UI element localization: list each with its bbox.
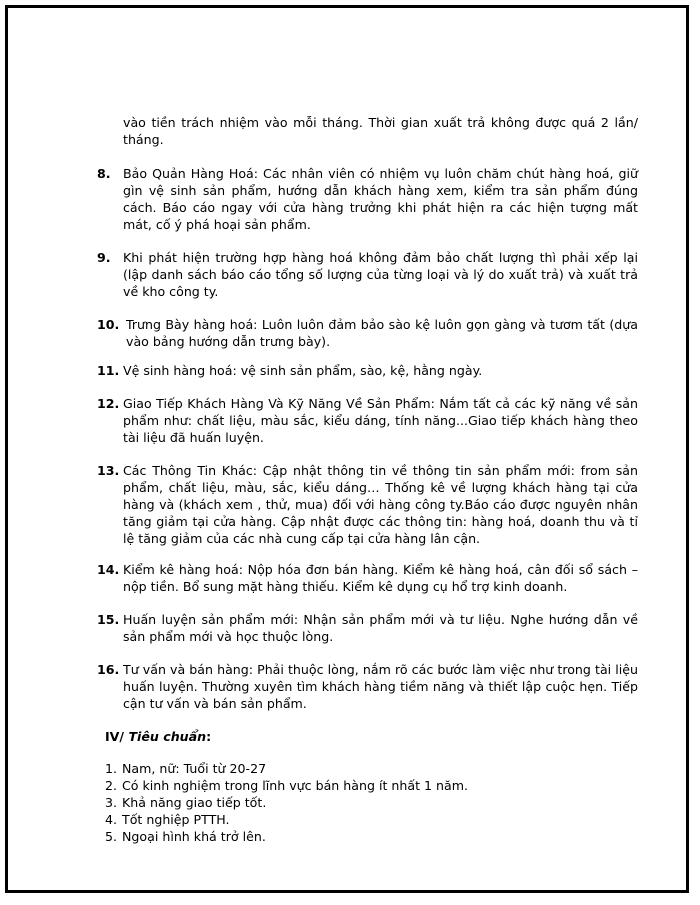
item-number: 12. <box>97 396 120 411</box>
item-number: 13. <box>97 463 120 478</box>
item-number: 14. <box>97 562 120 577</box>
criteria-item <box>105 777 605 794</box>
list-item-14 <box>97 561 638 595</box>
item-text: Giao Tiếp Khách Hàng Và Kỹ Năng Về Sản Phẩm: Nắm tất cả các kỹ năng về sản phẩm như: chất liệu, màu sắc, kiểu dáng, tính năng...Giao tiếp khách hàng theo tài liệu đã huấn luyện. <box>123 396 638 445</box>
section-colon: : <box>206 729 212 744</box>
criteria-number: 2. <box>105 778 118 793</box>
item-text: Tư vấn và bán hàng: Phải thuộc lòng, nắm rõ các bước làm việc như trong tài liệu huấn luyện. Thường xuyên tìm khách hàng tiềm năng và thiết lập cuộc hẹn. Tiếp cận tư vấn và bán sản phẩm. <box>123 662 638 711</box>
item-number: 16. <box>97 662 120 677</box>
list-item-16 <box>97 661 638 712</box>
item-number: 15. <box>97 612 120 627</box>
continuation-text: vào tiền trách nhiệm vào mỗi tháng. Thời gian xuất trả không được quá 2 lần/ tháng. <box>123 115 638 147</box>
list-item-11 <box>97 362 638 379</box>
item-text: Huấn luyện sản phẩm mới: Nhận sản phẩm mới và tư liệu. Nghe hướng dẫn về sản phẩm mới và học thuộc lòng. <box>123 612 638 644</box>
item-text: Vệ sinh hàng hoá: vệ sinh sản phẩm, sào, kệ, hằng ngày. <box>123 363 483 378</box>
section-roman: IV/ <box>105 729 125 744</box>
item-number: 8. <box>97 166 111 181</box>
section-title: Tiêu chuẩn <box>128 729 207 744</box>
continuation-paragraph <box>123 114 638 148</box>
criteria-number: 1. <box>105 761 118 776</box>
list-item-10 <box>97 316 638 350</box>
criteria-text: Nam, nữ: Tuổi từ 20-27 <box>122 761 267 776</box>
criteria-text: Tốt nghiệp PTTH. <box>122 812 230 827</box>
item-text: Trưng Bày hàng hoá: Luôn luôn đảm bảo sào kệ luôn gọn gàng và tươm tất (dựa vào bảng hướng dẫn trưng bày). <box>126 317 638 349</box>
criteria-number: 5. <box>105 829 118 844</box>
list-item-13 <box>97 462 638 547</box>
item-text: Khi phát hiện trường hợp hàng hoá không đảm bảo chất lượng thì phải xếp lại (lập danh sách báo cáo tổng số lượng của từng loại và lý do xuất trả) và xuất trả về kho công ty. <box>123 250 638 299</box>
criteria-item <box>105 760 605 777</box>
item-text: Bảo Quản Hàng Hoá: Các nhân viên có nhiệm vụ luôn chăm chút hàng hoá, giữ gìn vệ sinh sản phẩm, hướng dẫn khách hàng xem, kiểm tra sản phẩm đúng cách. Báo cáo ngay với cửa hàng trưởng khi phát hiện ra các hiện tượng mất mát, cố ý phá hoại sản phẩm. <box>123 166 638 232</box>
list-item-9 <box>97 249 638 300</box>
list-item-15 <box>97 611 638 645</box>
criteria-item <box>105 828 605 845</box>
item-number: 10. <box>97 317 120 332</box>
section-heading <box>105 728 211 745</box>
list-item-12 <box>97 395 638 446</box>
criteria-number: 3. <box>105 795 118 810</box>
criteria-text: Ngoại hình khá trở lên. <box>122 829 266 844</box>
criteria-item <box>105 811 605 828</box>
list-item-8 <box>97 165 638 233</box>
criteria-item <box>105 794 605 811</box>
item-number: 11. <box>97 363 120 378</box>
criteria-number: 4. <box>105 812 118 827</box>
criteria-list <box>105 760 605 845</box>
criteria-text: Khả năng giao tiếp tốt. <box>122 795 267 810</box>
item-number: 9. <box>97 250 111 265</box>
item-text: Các Thông Tin Khác: Cập nhật thông tin về thông tin sản phẩm mới: from sản phẩm, chất liệu, màu, sắc, kiểu dáng… Thống kê về lượng khách hàng tại cửa hàng và (khách xem , thử, mua) đối với hàng công ty.Báo cáo được nguyên nhân tăng giảm tại cửa hàng. Cập nhật được các thông tin: hàng hoá, doanh thu và tỉ lệ tăng giảm của các nhà cung cấp tại cửa hàng lân cận. <box>123 463 638 546</box>
item-text: Kiểm kê hàng hoá: Nộp hóa đơn bán hàng. Kiểm kê hàng hoá, cân đối sổ sách – nộp tiền. Bổ sung mặt hàng thiếu. Kiểm kê dụng cụ hổ trợ kinh doanh. <box>123 562 638 594</box>
criteria-text: Có kinh nghiệm trong lĩnh vực bán hàng ít nhất 1 năm. <box>122 778 469 793</box>
